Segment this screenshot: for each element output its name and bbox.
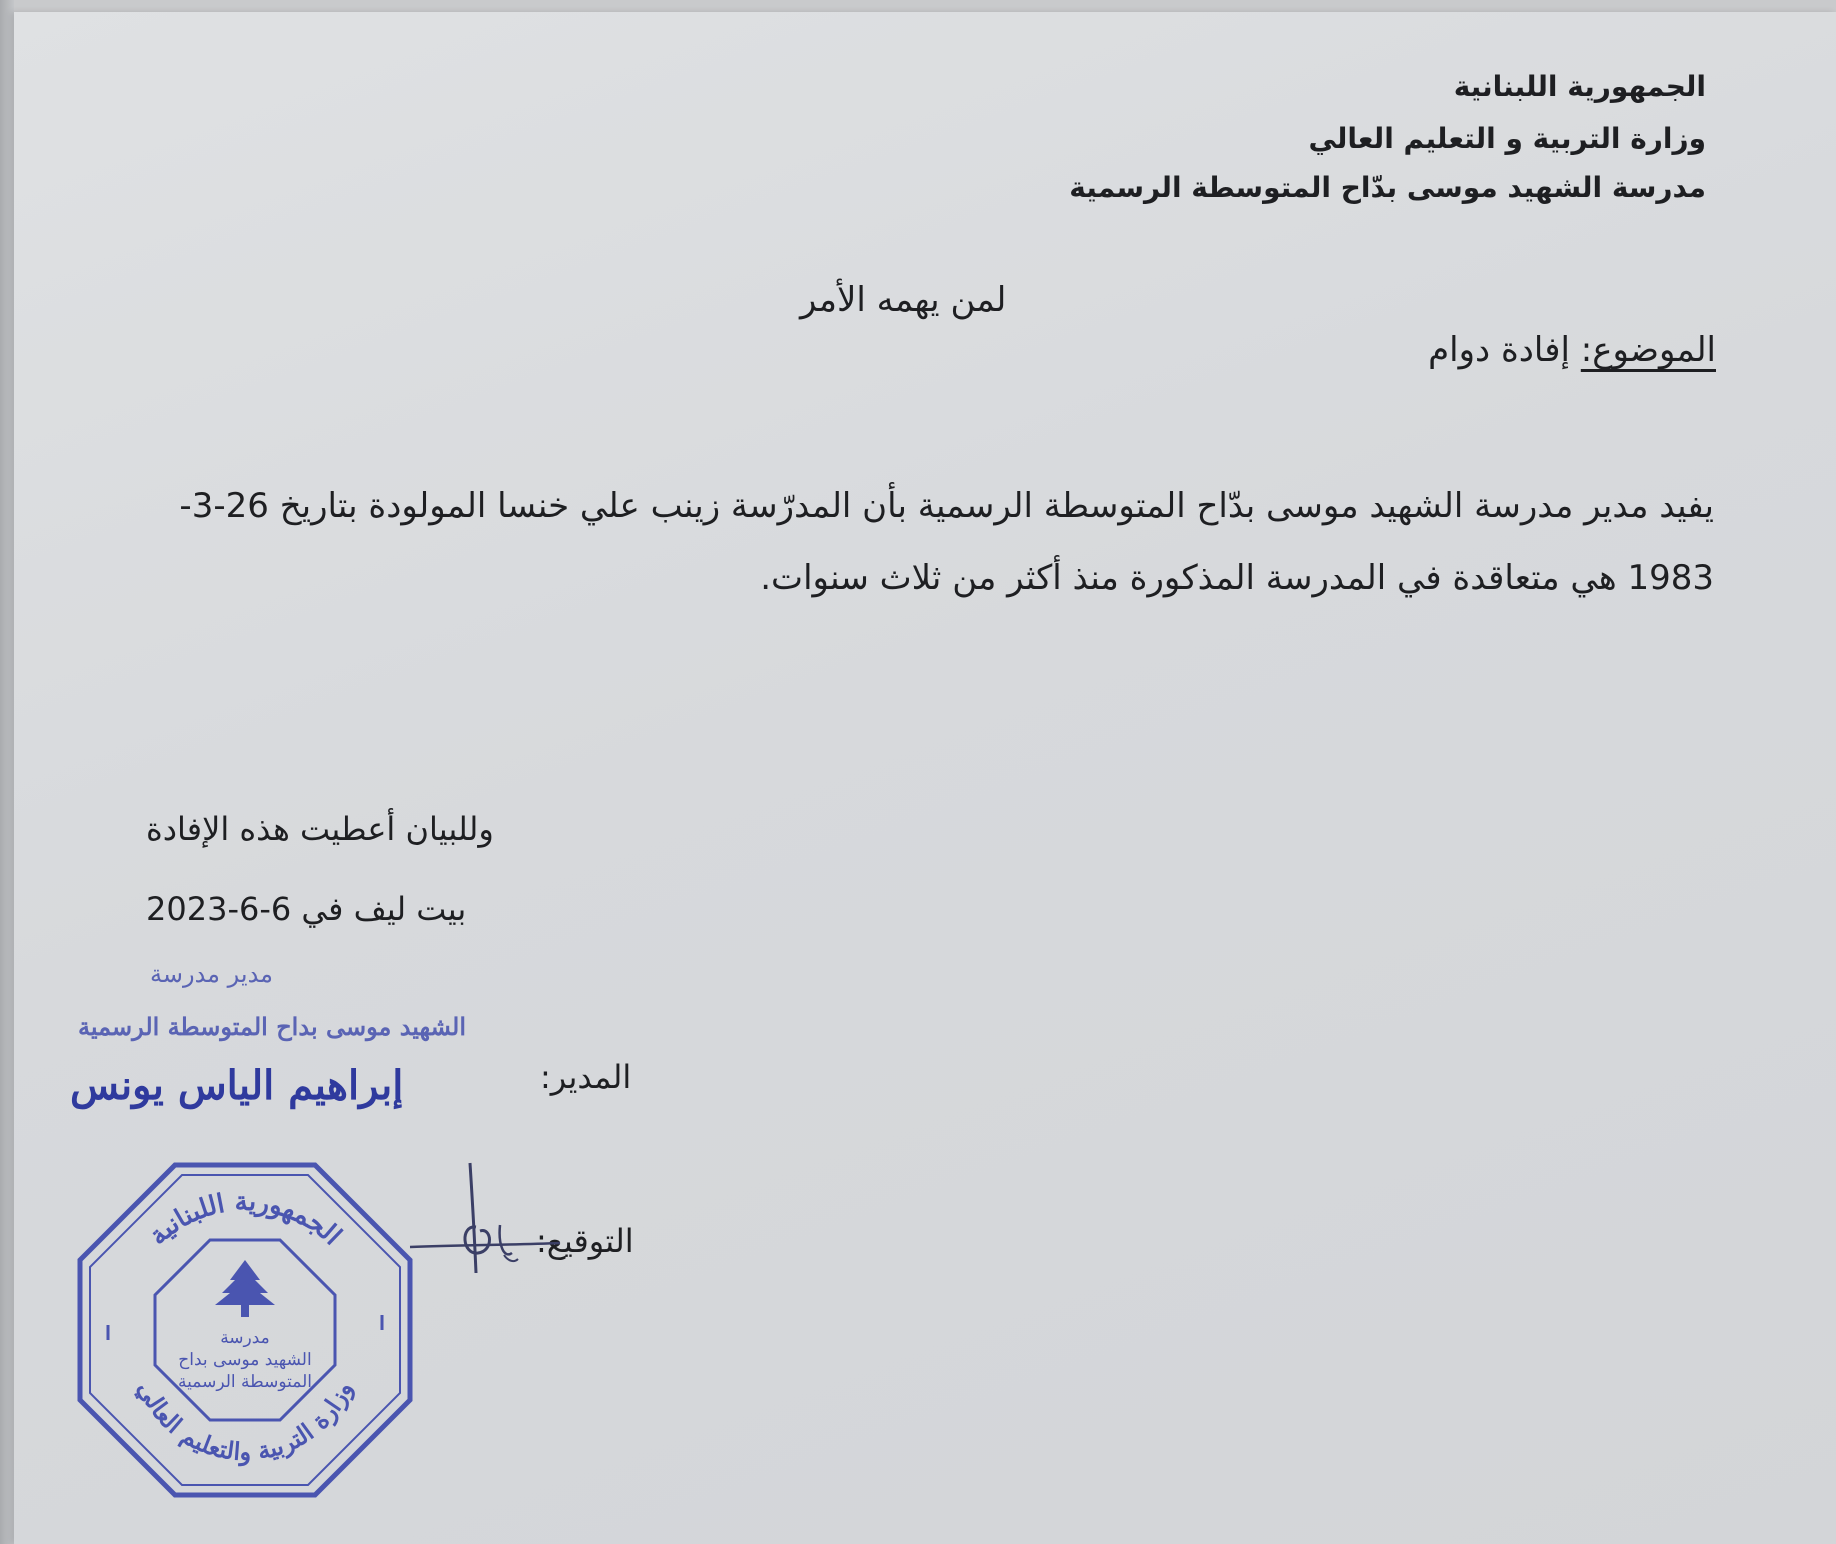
seal-outer-bottom-text: وزارة التربية والتعليم العالي [131,1376,358,1466]
subject-line [1428,330,1716,370]
seal-outer-top-text: الجمهورية اللبنانية [143,1186,348,1252]
cedar-tree-icon [215,1260,275,1317]
body-paragraph: يفيد مدير مدرسة الشهيد موسى بدّاح المتوسطة الرسمية بأن المدرّسة زينب علي خنسا المولودة بتاريخ 26-3-1983 هي متعاقدة في المدرسة المذكورة منذ أكثر من ثلاث سنوات. [179,486,1714,598]
subject-label: الموضوع: [1580,330,1716,370]
header-republic: الجمهورية اللبنانية [1453,70,1706,103]
official-seal [70,1155,420,1505]
handwritten-signature [400,1155,580,1285]
director-stamp-line2: الشهيد موسى بداح المتوسطة الرسمية [78,1012,466,1041]
director-name-stamp: إبراهيم الياس يونس [70,1062,404,1109]
closing-statement: وللبيان أعطيت هذه الإفادة [146,810,494,848]
signature-label: التوقيع: [536,1222,634,1260]
header-ministry: وزارة التربية و التعليم العالي [1308,122,1706,155]
director-label: المدير: [540,1058,632,1096]
svg-text:الجمهورية اللبنانية [143,1187,347,1251]
paper-left-edge [0,0,14,1544]
header-school: مدرسة الشهيد موسى بدّاح المتوسطة الرسمية [1069,171,1706,204]
subject-value: إفادة دوام [1428,330,1570,370]
place-date: بيت ليف في 6-6-2023 [146,890,467,928]
seal-inner-line1: مدرسة [220,1328,270,1348]
document-heading: لمن يهمه الأمر [800,280,1007,320]
seal-inner-line2: الشهيد موسى بداح [178,1350,312,1370]
seal-inner-line3: المتوسطة الرسمية [178,1372,312,1392]
director-stamp-line1: مدير مدرسة [150,960,274,988]
